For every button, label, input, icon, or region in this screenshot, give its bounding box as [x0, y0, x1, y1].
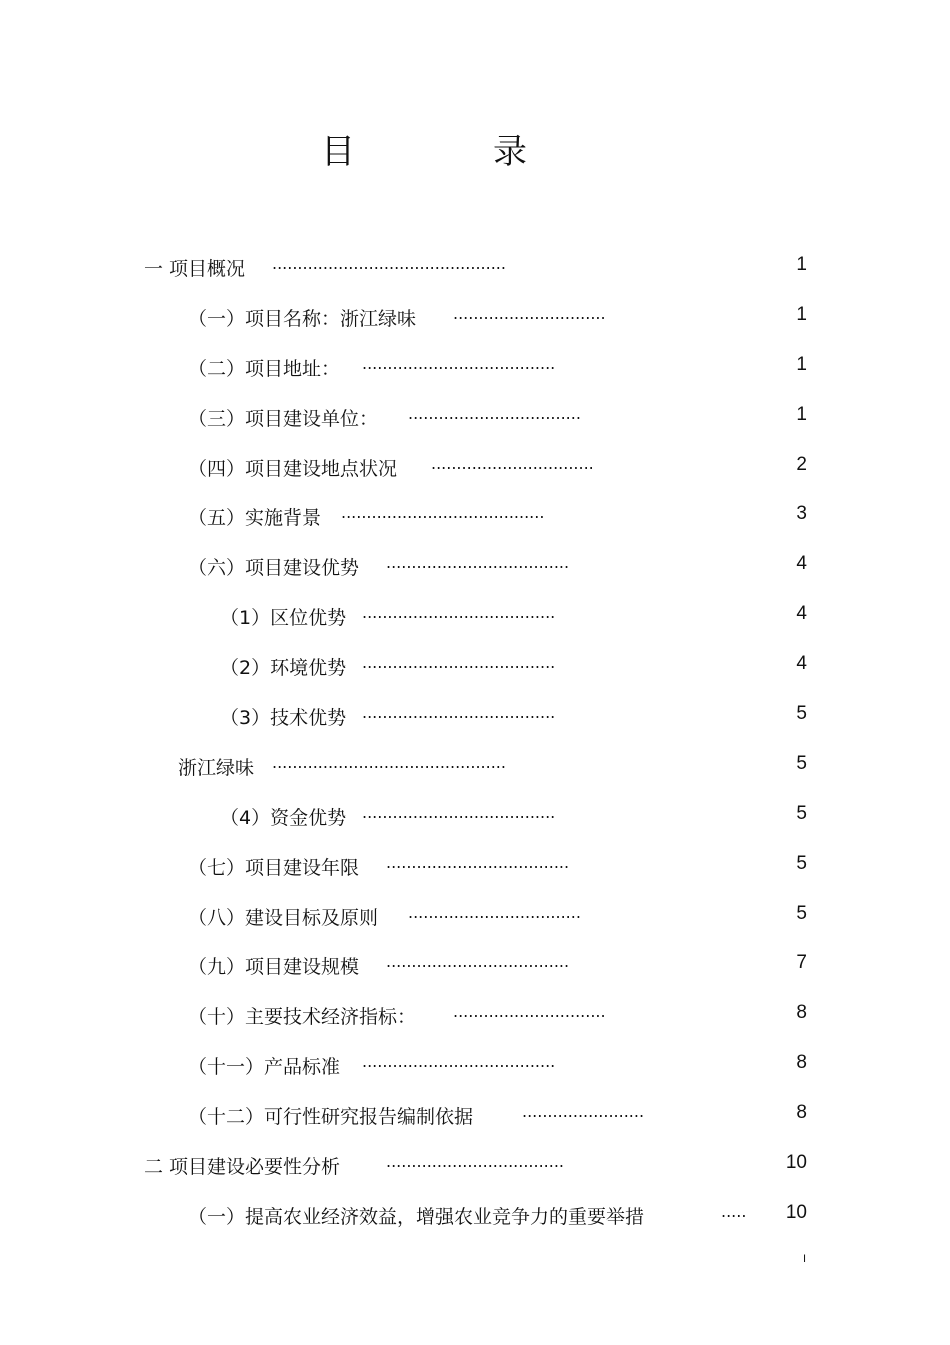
- toc-entry[interactable]: [0, 1200, 950, 1250]
- toc-entry-leader: ......................................: [362, 653, 556, 673]
- toc-entry-leader: ..................................: [408, 403, 581, 423]
- toc-entry-leader: .....: [721, 1201, 747, 1221]
- toc-entry-page: 8: [796, 1002, 807, 1024]
- toc-entry-label: 浙江绿味: [178, 756, 255, 779]
- toc-entry-leader: ......................................: [362, 703, 556, 723]
- toc-entry-leader: ..............................: [453, 303, 606, 323]
- toc-entry-leader: ......................................: [362, 802, 556, 822]
- toc-entry[interactable]: [0, 801, 950, 851]
- toc-entry[interactable]: [0, 402, 950, 452]
- toc-entry-leader: ..............................................: [272, 752, 506, 772]
- toc-entry-label: （十二）可行性研究报告编制依据: [188, 1106, 474, 1129]
- toc-entry[interactable]: [0, 1050, 950, 1100]
- toc-entry-label: （4）资金优势: [220, 806, 347, 829]
- toc-entry-page: 5: [796, 752, 807, 774]
- toc-entry-page: 10: [785, 1201, 807, 1223]
- toc-title: 目 录: [321, 132, 579, 172]
- toc-entry-page: 8: [796, 1102, 807, 1124]
- toc-entry-page: 5: [796, 703, 807, 725]
- toc-entry-page: 5: [796, 852, 807, 874]
- toc-entry[interactable]: [0, 551, 950, 601]
- toc-entry[interactable]: [0, 751, 950, 801]
- toc-entry-leader: ..............................: [453, 1002, 606, 1022]
- toc-entry[interactable]: [0, 352, 950, 402]
- toc-entry-leader: ....................................: [386, 852, 570, 872]
- toc-entry-label: （十一）产品标准: [188, 1056, 341, 1079]
- toc-entry-page: 1: [796, 303, 807, 325]
- toc-entry-page: 10: [785, 1152, 807, 1174]
- toc-entry-page: 1: [796, 254, 807, 275]
- toc-entry[interactable]: [0, 601, 950, 651]
- toc-entry[interactable]: [0, 950, 950, 1000]
- toc-entry-page: 3: [796, 503, 807, 525]
- toc-entry[interactable]: [0, 302, 950, 352]
- toc-entry-leader: ......................................: [362, 1052, 556, 1072]
- toc-entry[interactable]: [0, 701, 950, 751]
- toc-entry[interactable]: [0, 452, 950, 502]
- toc-entry[interactable]: [0, 501, 950, 551]
- toc-entry[interactable]: [0, 1000, 950, 1050]
- toc-entry-label: （一）项目名称：浙江绿味: [188, 307, 417, 330]
- toc-entry-label: （2）环境优势: [220, 657, 347, 680]
- toc-entry-page: 4: [796, 653, 807, 675]
- toc-entry-leader: ........................: [522, 1102, 645, 1122]
- toc-entry-label: （四）项目建设地点状况: [188, 457, 398, 480]
- footer-page-number: I: [803, 1253, 807, 1265]
- toc-entry-page: 7: [796, 952, 807, 974]
- toc-entry-leader: ......................................: [362, 353, 556, 373]
- toc-entry-label: （1）区位优势: [220, 607, 347, 630]
- toc-entry-label: （十）主要技术经济指标：: [188, 1006, 417, 1029]
- toc-entry-page: 2: [796, 453, 807, 475]
- toc-entry-page: 4: [796, 553, 807, 575]
- toc-entry-page: 5: [796, 902, 807, 924]
- toc-entry-label: （八）建设目标及原则: [188, 906, 379, 929]
- toc-entry-leader: ..................................: [408, 902, 581, 922]
- toc-entry-label: （六）项目建设优势: [188, 557, 360, 580]
- toc-entry[interactable]: [0, 1100, 950, 1150]
- toc-entry-label: （一）提高农业经济效益，增强农业竞争力的重要举措: [188, 1205, 645, 1228]
- toc-entry-leader: ........................................: [341, 503, 545, 523]
- toc-entry-page: 5: [796, 802, 807, 824]
- toc-entry-label: （七）项目建设年限: [188, 856, 360, 879]
- toc-entry-page: 8: [796, 1052, 807, 1074]
- toc-entry-leader: ...................................: [386, 1152, 565, 1172]
- toc-entry[interactable]: [0, 851, 950, 901]
- toc-entry-label: （三）项目建设单位：: [188, 407, 379, 430]
- toc-entry-label: （3）技术优势: [220, 707, 347, 730]
- toc-entry-label: 一 项目概况: [144, 258, 246, 280]
- toc-entry[interactable]: [0, 901, 950, 951]
- toc-entry-page: 1: [796, 403, 807, 425]
- toc-entry-leader: ....................................: [386, 553, 570, 573]
- toc-entry-page: 4: [796, 603, 807, 625]
- toc-entry[interactable]: [0, 1150, 950, 1200]
- toc-entry-leader: ................................: [431, 453, 594, 473]
- toc-entry-label: （九）项目建设规模: [188, 956, 360, 979]
- toc-entry[interactable]: [0, 252, 950, 302]
- toc-entry-label: （五）实施背景: [188, 507, 322, 530]
- toc-entry-leader: ....................................: [386, 952, 570, 972]
- toc-entry-leader: ..............................................: [272, 254, 506, 273]
- toc-entry-page: 1: [796, 353, 807, 375]
- toc-entry[interactable]: [0, 651, 950, 701]
- toc-entry-label: （二）项目地址：: [188, 357, 341, 380]
- toc-entry-label: 二 项目建设必要性分析: [144, 1156, 341, 1179]
- toc-list: [0, 252, 950, 1250]
- toc-entry-leader: ......................................: [362, 603, 556, 623]
